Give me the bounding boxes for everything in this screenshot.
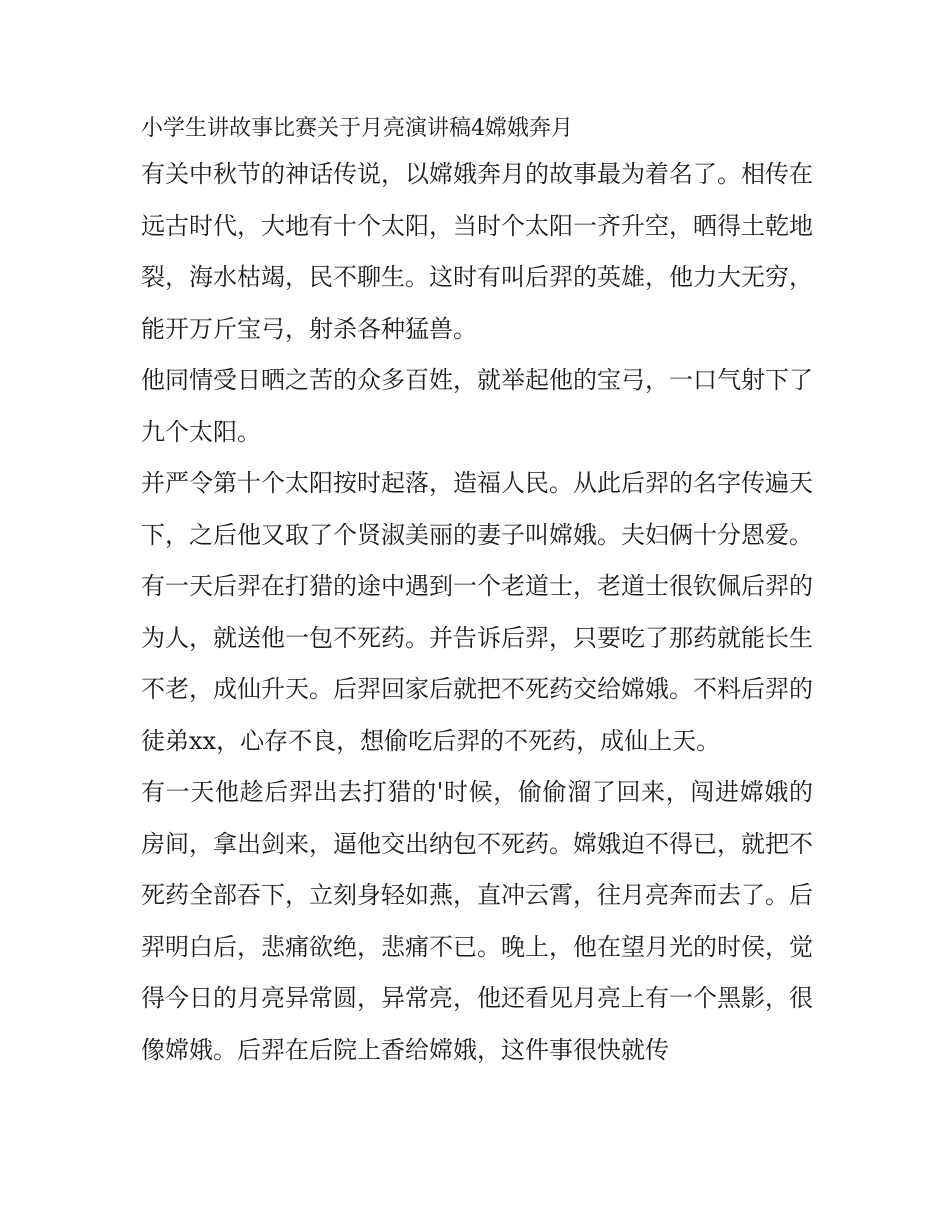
paragraph: 有一天他趁后羿出去打猎的'时候，偷偷溜了回来，闯进嫦娥的房间，拿出剑来，逼他交出纳包不死药。嫦娥迫不得已，就把不死药全部吞下，立刻身轻如燕，直冲云霄，往月亮奔而去了。后羿明白后，悲痛欲绝，悲痛不已。晚上，他在望月光的时侯，觉得今日的月亮异常圆，异常亮，他还看见月亮上有一个黑影，很像嫦娥。后羿在后院上香给嫦娥，这件事很快就传 — [141, 778, 813, 1064]
document-title: 小学生讲故事比赛关于月亮演讲稿4嫦娥奔月 — [141, 116, 573, 141]
document-body — [141, 109, 813, 1076]
paragraph: 并严令第十个太阳按时起落，造福人民。从此后羿的名字传遍天下，之后他又取了个贤淑美丽的妻子叫嫦娥。夫妇俩十分恩爱。有一天后羿在打猎的途中遇到一个老道士，老道士很钦佩后羿的为人，就送他一包不死药。并告诉后羿，只要吃了那药就能长生不老，成仙升天。后羿回家后就把不死药交给嫦娥。不料后羿的徒弟xx，心存不良，想偷吃后羿的不死药，成仙上天。 — [141, 469, 813, 755]
paragraph: 他同情受日晒之苦的众多百姓，就举起他的宝弓，一口气射下了九个太阳。 — [141, 366, 813, 446]
paragraph: 有关中秋节的神话传说，以嫦娥奔月的故事最为着名了。相传在远古时代，大地有十个太阳，当时个太阳一齐升空，晒得土乾地裂，海水枯竭，民不聊生。这时有叫后羿的英雄，他力大无穷，能开万斤宝弓，射杀各种猛兽。 — [141, 160, 813, 343]
